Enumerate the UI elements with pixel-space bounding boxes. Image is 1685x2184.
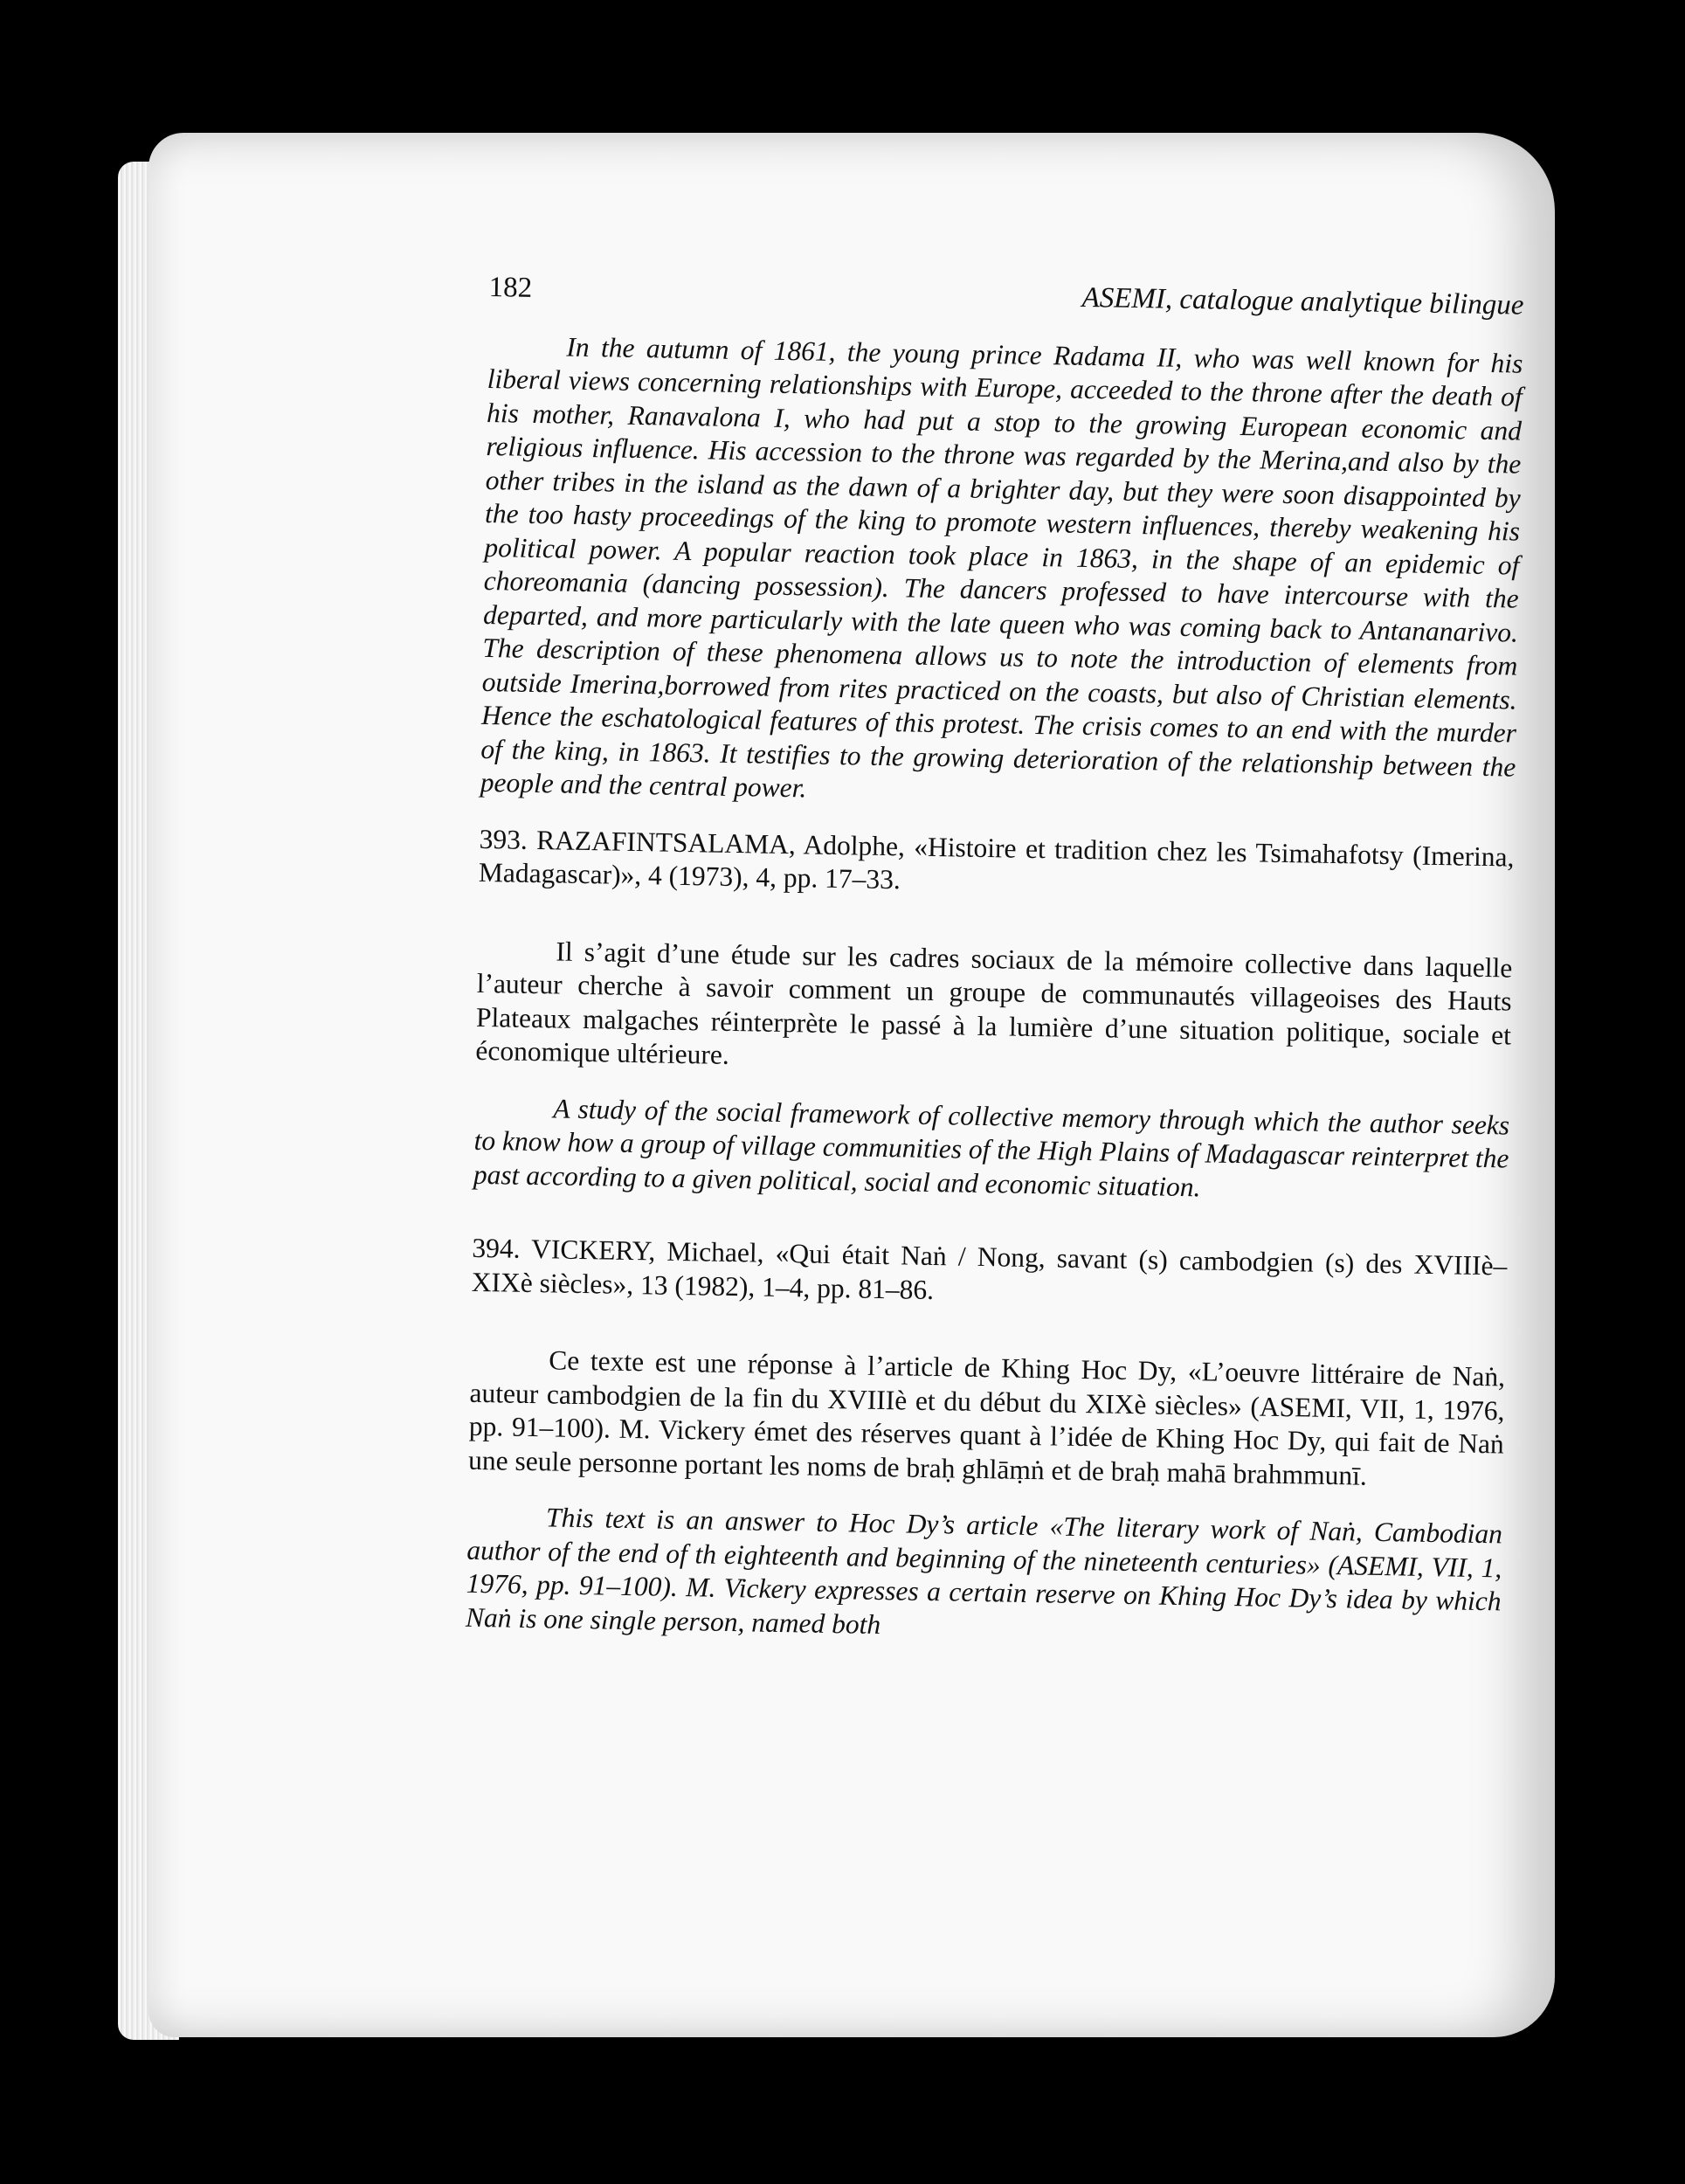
running-title: ASEMI, catalogue analytique bilingue	[1081, 281, 1524, 321]
paragraph-french-summary-393: Il s’agit d’une étude sur les cadres sociaux de la mémoire collective dans laquelle l’auteur cherche à savoir comment un groupe de communautés villageoises des Hauts Plateaux malgaches réinterprète le passé à la lumière d’une situation politique, sociale et économique ultérieure.	[475, 935, 1513, 1070]
paragraph-english-summary: In the autumn of 1861, the young prince Radama II, who was well known for his liberal views concerning relationships with Europe, acceeded to the throne after the death of his mother, Ranavalona I, who had put a stop to the growing European economic and religious influence. His accession to the throne was regarded by the Merina,and also by the other tribes in the island as the dawn of a brighter day, but they were soon disappointed by the too hasty proceedings of the king to promote western influences, thereby weakening his political power. A popular reaction took place in 1863, in the shape of an epidemic of choreomania (dancing possession). The dancers professed to have intercourse with the departed, and more particularly with the late queen who was coming back to Antananarivo. The description of these phenomena allows us to note the introduction of elements from outside Imerina,borrowed from rites practiced on the coasts, but also of Christian elements. Hence the eschatological features of this protest. The crisis comes to an end with the murder of the king, in 1863. It testifies to the growing deterioration of the relationship between the people and the central power.	[480, 331, 1523, 804]
bibliography-entry-394: 394. VICKERY, Michael, «Qui était Naṅ / Nong, savant (s) cambodgien (s) des XVIIIè–XIXè siècles», 13 (1982), 1–4, pp. 81–86.	[471, 1232, 1508, 1305]
paragraph-english-summary-393: A study of the social framework of collective memory through which the author seeks to know how a group of village communities of the High Plains of Madagascar reinterpret the past according to a given political, social and economic situation.	[473, 1092, 1510, 1202]
bibliography-entry-393: 393. RAZAFINTSALAMA, Adolphe, «Histoire et tradition chez les Tsimahafotsy (Imerina, Madagascar)», 4 (1973), 4, pp. 17–33.	[478, 823, 1515, 895]
paragraph-french-summary-394: Ce texte est une réponse à l’article de Khing Hoc Dy, «L’oeuvre littéraire de Naṅ, auteur cambodgien de la fin du XVIIIè et du début du XIXè siècles» (ASEMI, VII, 1, 1976, pp. 91–100). M. Vickery émet des réserves quant à l’idée de Khing Hoc Dy, qui fait de Naṅ une seule personne portant les noms de braḥ ghlāṃṅ et de braḥ mahā brahmmunī.	[467, 1344, 1506, 1491]
page-number: 182	[488, 271, 533, 304]
paragraph-english-summary-394: This text is an answer to Hoc Dy’s article «The literary work of Naṅ, Cambodian author of the end of th eighteenth and beginning of the nineteenth centuries» (ASEMI, VII, 1, 1976, pp. 91–100). M. Vickery expresses a certain reserve on Khing Hoc Dy’s idea by which Naṅ is one single person, named both	[465, 1502, 1503, 1640]
page-content	[466, 271, 1524, 1652]
